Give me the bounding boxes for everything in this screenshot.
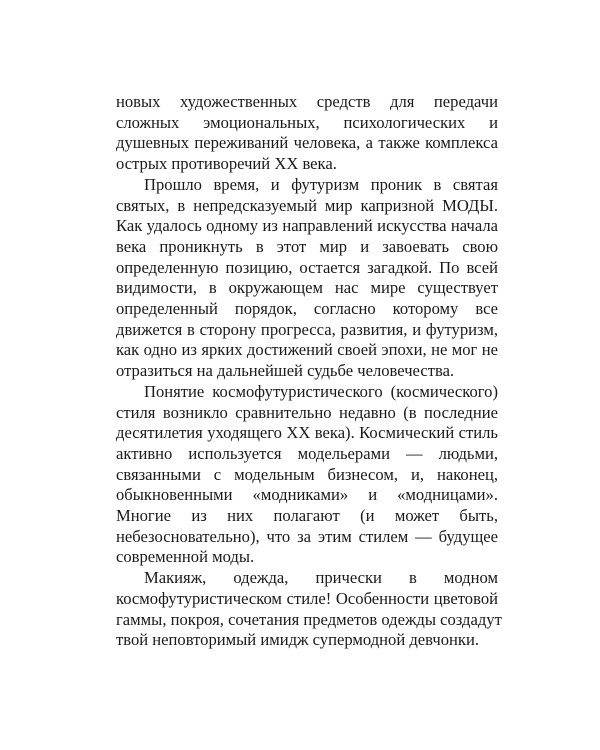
text-line: Понятие космофутуристического (космического)	[144, 381, 498, 401]
text-line: небезосновательно), что за этим стилем — будущее	[116, 526, 498, 546]
text-line: твой неповторимый имидж супермодной девчонки.	[116, 630, 479, 650]
text-line: душевных переживаний человека, а также комплекса	[116, 133, 498, 153]
text-line: отразиться на дальнейшей судьбе человечества.	[116, 361, 455, 381]
text-line: сложных эмоциональных, психологических и	[116, 112, 498, 132]
text-line: активно используется модельерами — людьми,	[116, 443, 498, 463]
text-line: Макияж, одежда, прически в модном	[144, 568, 498, 588]
text-line: святых, в непредсказуемый мир капризной МОДЫ.	[116, 195, 498, 215]
text-line: стиля возникло сравнительно недавно (в последние	[116, 402, 498, 422]
text-line: как одно из ярких достижений своей эпохи, не мог не	[116, 340, 498, 360]
text-line: космофутуристическом стиле! Особенности цветовой	[116, 588, 498, 608]
text-line: связанными с модельным бизнесом, и, наконец,	[116, 464, 498, 484]
body-text	[116, 92, 502, 651]
text-line: десятилетия уходящего XX века). Космический стиль	[116, 423, 498, 443]
text-line: гаммы, покроя, сочетания предметов одежды создадут	[116, 609, 502, 629]
text-line: современной моды.	[116, 547, 255, 567]
text-line: движется в сторону прогресса, развития, и футуризм,	[116, 319, 498, 339]
text-line: обыкновенными «модниками» и «модницами».	[116, 485, 498, 505]
paragraph-1	[116, 92, 498, 175]
text-line: видимости, в окружающем нас мире существует	[116, 278, 498, 298]
paragraph-4	[116, 568, 502, 651]
paragraph-3	[116, 382, 498, 568]
text-line: новых художественных средств для передачи	[116, 92, 498, 111]
text-line: Как удалось одному из направлений искусства начала	[116, 216, 498, 236]
text-line: острых противоречий XX века.	[116, 154, 337, 174]
text-line: века проникнуть в этот мир и завоевать свою	[116, 236, 498, 256]
text-line: определенную позицию, остается загадкой. По всей	[116, 257, 498, 277]
text-line: Многие из них полагают (и может быть,	[116, 506, 498, 526]
paragraph-2	[116, 175, 498, 382]
text-line: Прошло время, и футуризм проник в святая	[144, 174, 498, 194]
text-line: определенный порядок, согласно которому все	[116, 299, 498, 319]
